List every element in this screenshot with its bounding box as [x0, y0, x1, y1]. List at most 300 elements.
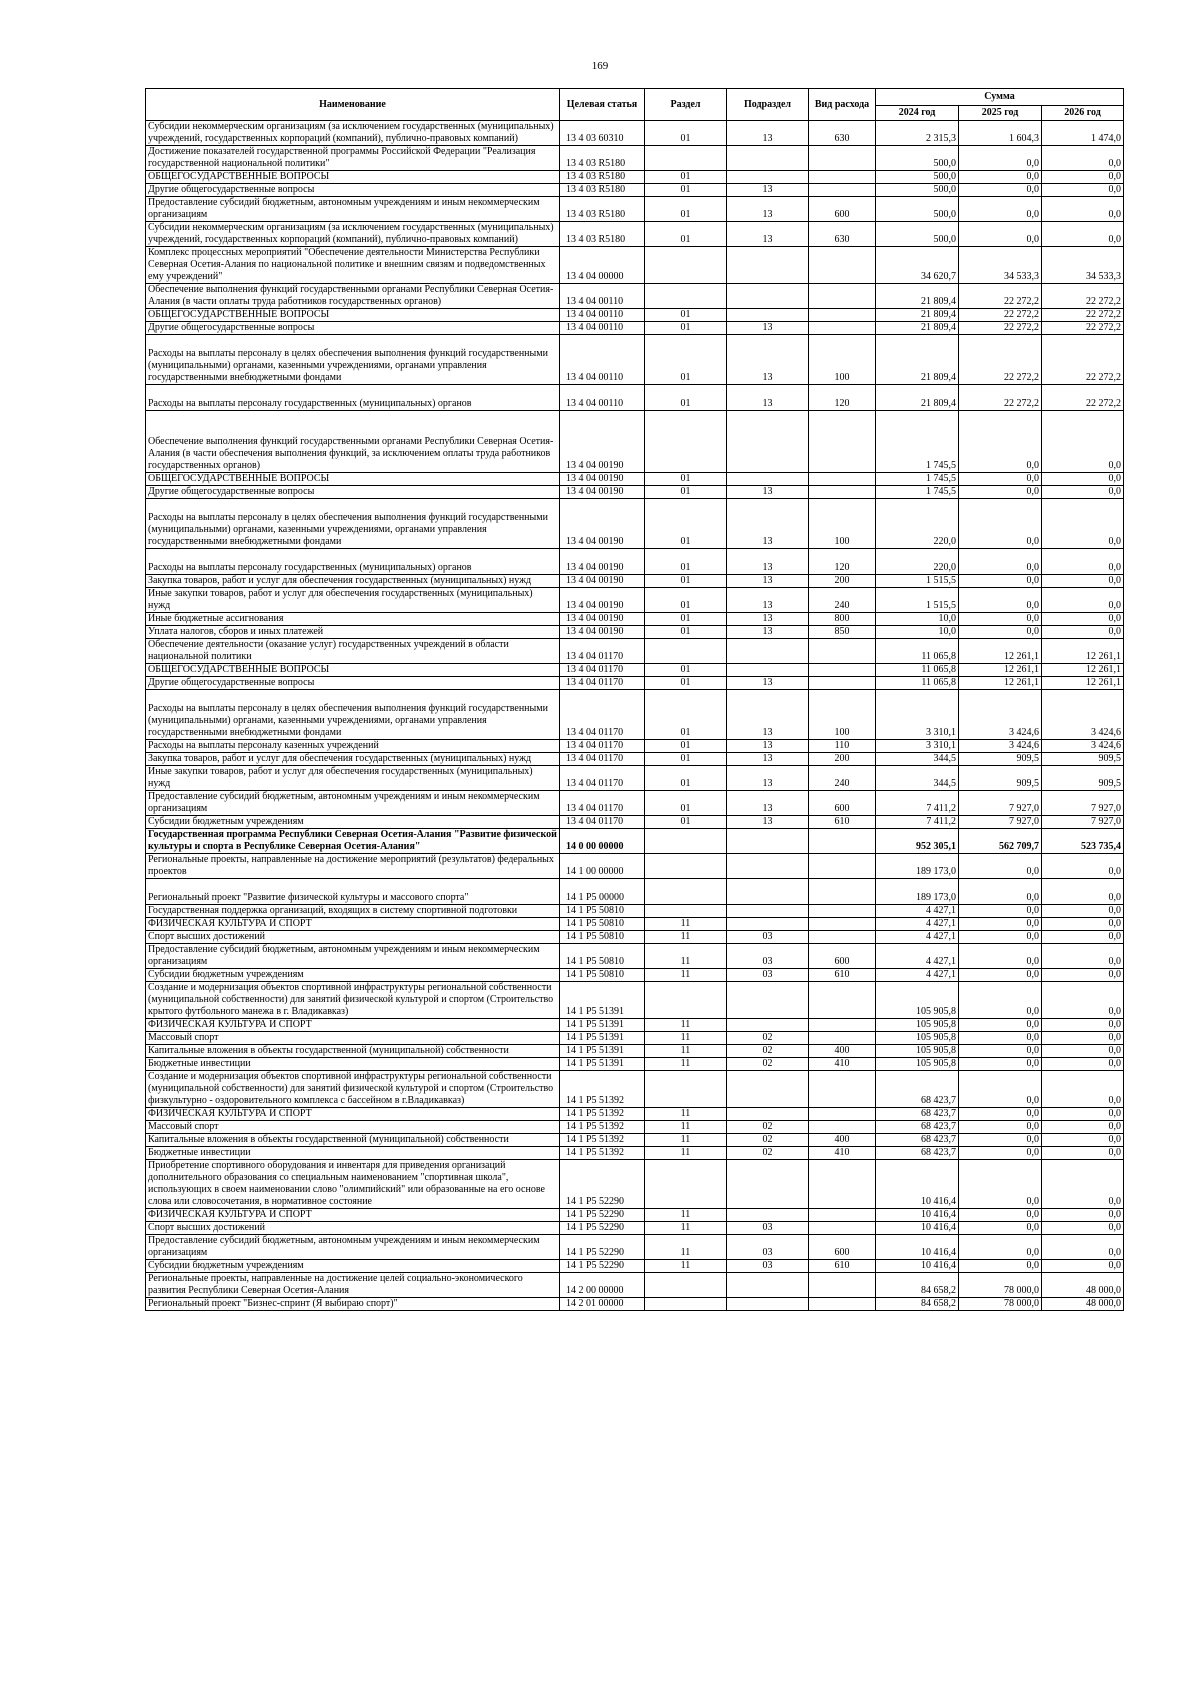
row-sum-2025: 0,0: [959, 184, 1042, 197]
row-target-article: 13 4 03 R5180: [560, 197, 645, 222]
row-sum-2024: 189 173,0: [876, 854, 959, 879]
table-row: [146, 222, 1124, 247]
table-row: [146, 499, 1124, 549]
row-target-article: 13 4 04 00190: [560, 613, 645, 626]
row-sum-2026: 0,0: [1042, 411, 1124, 473]
row-target-article: 13 4 04 00000: [560, 247, 645, 284]
row-section: 01: [645, 171, 727, 184]
row-name: Региональные проекты, направленные на достижение мероприятий (результатов) федеральных проектов: [146, 854, 560, 879]
row-expense-type: [809, 1019, 876, 1032]
row-section: [645, 829, 727, 854]
row-section: [645, 982, 727, 1019]
row-sum-2025: 0,0: [959, 1235, 1042, 1260]
row-sum-2024: 1 745,5: [876, 486, 959, 499]
row-expense-type: [809, 829, 876, 854]
row-section: [645, 1273, 727, 1298]
row-sum-2025: 0,0: [959, 944, 1042, 969]
row-sum-2026: 909,5: [1042, 753, 1124, 766]
row-section: 01: [645, 588, 727, 613]
table-row: [146, 690, 1124, 740]
row-subsection: 13: [727, 335, 809, 385]
row-subsection: [727, 1071, 809, 1108]
row-expense-type: 600: [809, 791, 876, 816]
row-target-article: 13 4 03 R5180: [560, 146, 645, 171]
row-sum-2025: 0,0: [959, 486, 1042, 499]
row-section: 01: [645, 816, 727, 829]
row-sum-2024: 105 905,8: [876, 1032, 959, 1045]
row-sum-2026: 3 424,6: [1042, 690, 1124, 740]
header-subsection: Подраздел: [727, 89, 809, 121]
row-section: 01: [645, 664, 727, 677]
row-sum-2025: 0,0: [959, 918, 1042, 931]
row-target-article: 14 1 P5 51392: [560, 1134, 645, 1147]
table-row: [146, 1032, 1124, 1045]
row-sum-2026: 7 927,0: [1042, 791, 1124, 816]
row-section: [645, 1160, 727, 1209]
row-name: Расходы на выплаты персоналу казенных учреждений: [146, 740, 560, 753]
row-section: 11: [645, 1019, 727, 1032]
row-sum-2025: 0,0: [959, 473, 1042, 486]
table-row: [146, 284, 1124, 309]
row-target-article: 14 1 P5 51391: [560, 982, 645, 1019]
row-target-article: 13 4 04 01170: [560, 639, 645, 664]
row-subsection: [727, 879, 809, 905]
row-section: 01: [645, 499, 727, 549]
row-section: [645, 1298, 727, 1311]
row-expense-type: [809, 677, 876, 690]
row-section: 01: [645, 690, 727, 740]
row-section: 01: [645, 791, 727, 816]
row-subsection: [727, 854, 809, 879]
table-row: [146, 184, 1124, 197]
table-row: [146, 1160, 1124, 1209]
row-section: 11: [645, 1222, 727, 1235]
row-target-article: 13 4 03 R5180: [560, 171, 645, 184]
row-sum-2026: 48 000,0: [1042, 1298, 1124, 1311]
row-expense-type: 610: [809, 1260, 876, 1273]
row-name: Расходы на выплаты персоналу в целях обеспечения выполнения функций государственными (муниципальными) органами, казенными учреждениями, органами управления государственными внебюджетными фондами: [146, 335, 560, 385]
row-subsection: 02: [727, 1032, 809, 1045]
table-row: [146, 829, 1124, 854]
row-sum-2025: 0,0: [959, 575, 1042, 588]
row-target-article: 13 4 04 00190: [560, 411, 645, 473]
row-subsection: [727, 829, 809, 854]
row-subsection: 13: [727, 816, 809, 829]
row-name: Государственная программа Республики Северная Осетия-Алания "Развитие физической культуры и спорта в Республике Северная Осетия-Алания": [146, 829, 560, 854]
row-name: Государственная поддержка организаций, входящих в систему спортивной подготовки: [146, 905, 560, 918]
row-sum-2024: 68 423,7: [876, 1108, 959, 1121]
row-section: 01: [645, 184, 727, 197]
row-sum-2026: 0,0: [1042, 588, 1124, 613]
row-expense-type: 800: [809, 613, 876, 626]
row-expense-type: [809, 854, 876, 879]
row-expense-type: [809, 918, 876, 931]
row-target-article: 13 4 04 00110: [560, 335, 645, 385]
row-section: 01: [645, 677, 727, 690]
row-sum-2026: 0,0: [1042, 1260, 1124, 1273]
table-row: [146, 944, 1124, 969]
row-sum-2026: 0,0: [1042, 1222, 1124, 1235]
table-row: [146, 1235, 1124, 1260]
row-sum-2025: 909,5: [959, 753, 1042, 766]
table-row: [146, 1058, 1124, 1071]
row-name: Иные закупки товаров, работ и услуг для обеспечения государственных (муниципальных) нужд: [146, 766, 560, 791]
table-row: [146, 753, 1124, 766]
row-subsection: 03: [727, 1222, 809, 1235]
row-subsection: [727, 1160, 809, 1209]
row-expense-type: [809, 1108, 876, 1121]
table-row: [146, 791, 1124, 816]
row-expense-type: 610: [809, 816, 876, 829]
row-target-article: 13 4 04 00190: [560, 588, 645, 613]
row-subsection: 13: [727, 322, 809, 335]
row-subsection: 13: [727, 677, 809, 690]
row-subsection: 13: [727, 613, 809, 626]
row-sum-2024: 4 427,1: [876, 944, 959, 969]
table-row: [146, 171, 1124, 184]
row-sum-2026: 0,0: [1042, 982, 1124, 1019]
table-row: [146, 816, 1124, 829]
header-year-2025: 2025 год: [959, 106, 1042, 121]
row-expense-type: [809, 247, 876, 284]
row-name: Создание и модернизация объектов спортивной инфраструктуры региональной собственности (муниципальной собственности) для занятий физической культурой и спортом (Строительство физкультурно - оздоровительного комплекса с бассейном в г.Владикавказ): [146, 1071, 560, 1108]
row-name: ОБЩЕГОСУДАРСТВЕННЫЕ ВОПРОСЫ: [146, 473, 560, 486]
table-row: [146, 309, 1124, 322]
row-sum-2024: 344,5: [876, 766, 959, 791]
table-row: [146, 486, 1124, 499]
row-subsection: 13: [727, 549, 809, 575]
row-target-article: 13 4 04 00190: [560, 486, 645, 499]
row-section: 01: [645, 740, 727, 753]
row-section: 11: [645, 1045, 727, 1058]
table-row: [146, 626, 1124, 639]
row-target-article: 14 1 P5 00000: [560, 879, 645, 905]
row-sum-2024: 7 411,2: [876, 791, 959, 816]
row-expense-type: [809, 1160, 876, 1209]
row-sum-2024: 10 416,4: [876, 1160, 959, 1209]
row-sum-2024: 11 065,8: [876, 639, 959, 664]
row-sum-2026: 0,0: [1042, 1134, 1124, 1147]
row-sum-2024: 3 310,1: [876, 690, 959, 740]
table-row: [146, 1045, 1124, 1058]
row-subsection: 02: [727, 1147, 809, 1160]
row-sum-2025: 78 000,0: [959, 1298, 1042, 1311]
table-row: [146, 918, 1124, 931]
row-subsection: 13: [727, 197, 809, 222]
row-subsection: 02: [727, 1045, 809, 1058]
row-sum-2025: 0,0: [959, 1032, 1042, 1045]
row-target-article: 13 4 04 00110: [560, 309, 645, 322]
row-expense-type: 100: [809, 335, 876, 385]
row-subsection: [727, 1019, 809, 1032]
row-subsection: [727, 146, 809, 171]
table-row: [146, 664, 1124, 677]
row-sum-2026: 12 261,1: [1042, 639, 1124, 664]
row-expense-type: 240: [809, 588, 876, 613]
row-section: 11: [645, 1121, 727, 1134]
row-sum-2024: 68 423,7: [876, 1134, 959, 1147]
row-name: Субсидии бюджетным учреждениям: [146, 969, 560, 982]
row-sum-2024: 84 658,2: [876, 1298, 959, 1311]
row-sum-2025: 22 272,2: [959, 284, 1042, 309]
table-row: [146, 1147, 1124, 1160]
row-name: Предоставление субсидий бюджетным, автономным учреждениям и иным некоммерческим организациям: [146, 791, 560, 816]
table-row: [146, 549, 1124, 575]
row-sum-2026: 0,0: [1042, 1032, 1124, 1045]
row-sum-2026: 0,0: [1042, 171, 1124, 184]
table-row: [146, 411, 1124, 473]
row-sum-2026: 0,0: [1042, 969, 1124, 982]
row-sum-2026: 22 272,2: [1042, 284, 1124, 309]
row-subsection: [727, 284, 809, 309]
row-sum-2026: 0,0: [1042, 944, 1124, 969]
row-subsection: 03: [727, 1260, 809, 1273]
row-subsection: 13: [727, 121, 809, 146]
row-sum-2025: 7 927,0: [959, 816, 1042, 829]
row-section: 01: [645, 549, 727, 575]
row-sum-2026: 0,0: [1042, 1160, 1124, 1209]
row-sum-2025: 22 272,2: [959, 385, 1042, 411]
row-expense-type: [809, 411, 876, 473]
row-sum-2024: 189 173,0: [876, 879, 959, 905]
row-sum-2026: 0,0: [1042, 197, 1124, 222]
row-target-article: 14 1 P5 51392: [560, 1147, 645, 1160]
row-sum-2025: 12 261,1: [959, 677, 1042, 690]
row-name: Капитальные вложения в объекты государственной (муниципальной) собственности: [146, 1045, 560, 1058]
table-row: [146, 1108, 1124, 1121]
table-row: [146, 1071, 1124, 1108]
row-expense-type: 110: [809, 740, 876, 753]
row-target-article: 13 4 03 R5180: [560, 222, 645, 247]
row-sum-2025: 909,5: [959, 766, 1042, 791]
row-target-article: 13 4 04 01170: [560, 740, 645, 753]
row-sum-2026: 0,0: [1042, 613, 1124, 626]
row-sum-2024: 4 427,1: [876, 918, 959, 931]
row-section: 11: [645, 1147, 727, 1160]
row-name: Спорт высших достижений: [146, 931, 560, 944]
row-sum-2026: 48 000,0: [1042, 1273, 1124, 1298]
row-sum-2026: 0,0: [1042, 1058, 1124, 1071]
header-expense-type: Вид расхода: [809, 89, 876, 121]
row-expense-type: [809, 486, 876, 499]
row-subsection: 03: [727, 1235, 809, 1260]
row-subsection: 13: [727, 740, 809, 753]
table-row: [146, 766, 1124, 791]
row-target-article: 14 1 P5 52290: [560, 1160, 645, 1209]
row-expense-type: [809, 1209, 876, 1222]
row-target-article: 13 4 04 00110: [560, 385, 645, 411]
row-subsection: 13: [727, 690, 809, 740]
row-sum-2025: 0,0: [959, 146, 1042, 171]
table-row: [146, 473, 1124, 486]
row-section: 01: [645, 121, 727, 146]
row-sum-2026: 22 272,2: [1042, 385, 1124, 411]
row-target-article: 14 1 P5 50810: [560, 918, 645, 931]
row-subsection: 13: [727, 588, 809, 613]
row-subsection: [727, 982, 809, 1019]
row-expense-type: [809, 284, 876, 309]
row-sum-2026: 523 735,4: [1042, 829, 1124, 854]
row-sum-2026: 0,0: [1042, 905, 1124, 918]
row-sum-2026: 0,0: [1042, 146, 1124, 171]
table-row: [146, 575, 1124, 588]
row-sum-2024: 344,5: [876, 753, 959, 766]
row-sum-2024: 7 411,2: [876, 816, 959, 829]
row-subsection: 13: [727, 753, 809, 766]
row-target-article: 14 1 00 00000: [560, 854, 645, 879]
row-subsection: 13: [727, 791, 809, 816]
table-row: [146, 969, 1124, 982]
row-sum-2026: 0,0: [1042, 1147, 1124, 1160]
row-sum-2024: 10 416,4: [876, 1209, 959, 1222]
row-sum-2026: 0,0: [1042, 1209, 1124, 1222]
row-name: Закупка товаров, работ и услуг для обеспечения государственных (муниципальных) нужд: [146, 753, 560, 766]
row-name: Обеспечение выполнения функций государственными органами Республики Северная Осетия-Алания (в части обеспечения выполнения функций, за исключением оплаты труда работников государственных органов): [146, 411, 560, 473]
table-row: [146, 197, 1124, 222]
row-sum-2026: 22 272,2: [1042, 335, 1124, 385]
page-number: 169: [591, 60, 609, 72]
table-row: [146, 1260, 1124, 1273]
row-sum-2024: 68 423,7: [876, 1121, 959, 1134]
row-sum-2024: 4 427,1: [876, 931, 959, 944]
row-sum-2024: 34 620,7: [876, 247, 959, 284]
row-sum-2026: 0,0: [1042, 1045, 1124, 1058]
row-target-article: 13 4 03 60310: [560, 121, 645, 146]
table-row: [146, 1298, 1124, 1311]
row-name: Иные бюджетные ассигнования: [146, 613, 560, 626]
row-expense-type: [809, 905, 876, 918]
row-target-article: 13 4 04 01170: [560, 664, 645, 677]
row-sum-2024: 3 310,1: [876, 740, 959, 753]
row-sum-2024: 4 427,1: [876, 969, 959, 982]
row-sum-2026: 0,0: [1042, 1121, 1124, 1134]
row-sum-2026: 22 272,2: [1042, 322, 1124, 335]
row-sum-2024: 10 416,4: [876, 1222, 959, 1235]
row-expense-type: 100: [809, 499, 876, 549]
row-name: Массовый спорт: [146, 1121, 560, 1134]
row-subsection: [727, 918, 809, 931]
row-subsection: [727, 473, 809, 486]
row-expense-type: [809, 322, 876, 335]
row-section: 01: [645, 322, 727, 335]
row-name: Предоставление субсидий бюджетным, автономным учреждениям и иным некоммерческим организациям: [146, 1235, 560, 1260]
row-sum-2025: 0,0: [959, 1019, 1042, 1032]
row-expense-type: 410: [809, 1147, 876, 1160]
row-target-article: 13 4 04 01170: [560, 816, 645, 829]
row-sum-2025: 12 261,1: [959, 664, 1042, 677]
row-subsection: 13: [727, 626, 809, 639]
row-name: Иные закупки товаров, работ и услуг для обеспечения государственных (муниципальных) нужд: [146, 588, 560, 613]
row-target-article: 13 4 04 00110: [560, 322, 645, 335]
row-sum-2026: 7 927,0: [1042, 816, 1124, 829]
row-sum-2025: 0,0: [959, 879, 1042, 905]
row-expense-type: [809, 931, 876, 944]
row-sum-2024: 1 515,5: [876, 575, 959, 588]
row-name: Бюджетные инвестиции: [146, 1147, 560, 1160]
row-sum-2025: 0,0: [959, 854, 1042, 879]
row-sum-2026: 0,0: [1042, 184, 1124, 197]
row-expense-type: [809, 1298, 876, 1311]
table-row: [146, 677, 1124, 690]
row-name: Капитальные вложения в объекты государственной (муниципальной) собственности: [146, 1134, 560, 1147]
row-expense-type: 200: [809, 575, 876, 588]
row-subsection: [727, 664, 809, 677]
row-section: 11: [645, 918, 727, 931]
row-sum-2025: 22 272,2: [959, 309, 1042, 322]
row-sum-2025: 0,0: [959, 905, 1042, 918]
table-row: [146, 322, 1124, 335]
row-sum-2026: 0,0: [1042, 549, 1124, 575]
row-section: 01: [645, 575, 727, 588]
row-subsection: [727, 411, 809, 473]
row-name: Субсидии бюджетным учреждениям: [146, 1260, 560, 1273]
row-subsection: 13: [727, 184, 809, 197]
row-name: Закупка товаров, работ и услуг для обеспечения государственных (муниципальных) нужд: [146, 575, 560, 588]
row-name: Расходы на выплаты персоналу в целях обеспечения выполнения функций государственными (муниципальными) органами, казенными учреждениями, органами управления государственными внебюджетными фондами: [146, 690, 560, 740]
row-sum-2024: 21 809,4: [876, 322, 959, 335]
row-expense-type: 600: [809, 944, 876, 969]
row-section: 01: [645, 309, 727, 322]
row-target-article: 14 1 P5 51391: [560, 1032, 645, 1045]
row-section: [645, 284, 727, 309]
row-name: Достижение показателей государственной программы Российской Федерации "Реализация государственной национальной политики": [146, 146, 560, 171]
row-section: 11: [645, 969, 727, 982]
row-expense-type: 850: [809, 626, 876, 639]
table-row: [146, 854, 1124, 879]
row-expense-type: 600: [809, 197, 876, 222]
row-target-article: 14 1 P5 50810: [560, 931, 645, 944]
row-name: Субсидии некоммерческим организациям (за исключением государственных (муниципальных) учреждений, государственных корпораций (компаний), публично-правовых компаний): [146, 121, 560, 146]
row-subsection: 13: [727, 499, 809, 549]
row-target-article: 14 1 P5 51391: [560, 1045, 645, 1058]
row-name: ОБЩЕГОСУДАРСТВЕННЫЕ ВОПРОСЫ: [146, 664, 560, 677]
row-section: [645, 879, 727, 905]
row-section: 11: [645, 1235, 727, 1260]
row-target-article: 13 4 04 00190: [560, 575, 645, 588]
row-section: 01: [645, 335, 727, 385]
header-year-2024: 2024 год: [876, 106, 959, 121]
row-target-article: 13 4 04 01170: [560, 690, 645, 740]
row-subsection: 13: [727, 575, 809, 588]
row-section: 01: [645, 222, 727, 247]
row-target-article: 13 4 03 R5180: [560, 184, 645, 197]
row-sum-2024: 10,0: [876, 626, 959, 639]
row-section: 11: [645, 1260, 727, 1273]
row-name: Комплекс процессных мероприятий "Обеспечение деятельности Министерства Республики Северная Осетия-Алания по национальной политике и внешним связям и подведомственных ему учреждений": [146, 247, 560, 284]
row-sum-2024: 105 905,8: [876, 1058, 959, 1071]
row-sum-2025: 0,0: [959, 931, 1042, 944]
row-expense-type: [809, 1121, 876, 1134]
row-expense-type: 630: [809, 222, 876, 247]
row-section: 11: [645, 1058, 727, 1071]
row-subsection: 03: [727, 931, 809, 944]
row-target-article: 14 1 P5 50810: [560, 969, 645, 982]
table-row: [146, 1019, 1124, 1032]
row-sum-2025: 0,0: [959, 171, 1042, 184]
row-target-article: 13 4 04 01170: [560, 677, 645, 690]
row-target-article: 13 4 04 01170: [560, 766, 645, 791]
row-target-article: 14 1 P5 51392: [560, 1121, 645, 1134]
table-row: [146, 1222, 1124, 1235]
table-row: [146, 1134, 1124, 1147]
row-section: [645, 411, 727, 473]
row-expense-type: [809, 1071, 876, 1108]
row-sum-2024: 21 809,4: [876, 335, 959, 385]
row-section: 11: [645, 1032, 727, 1045]
row-expense-type: [809, 664, 876, 677]
row-name: Другие общегосударственные вопросы: [146, 677, 560, 690]
row-expense-type: [809, 639, 876, 664]
